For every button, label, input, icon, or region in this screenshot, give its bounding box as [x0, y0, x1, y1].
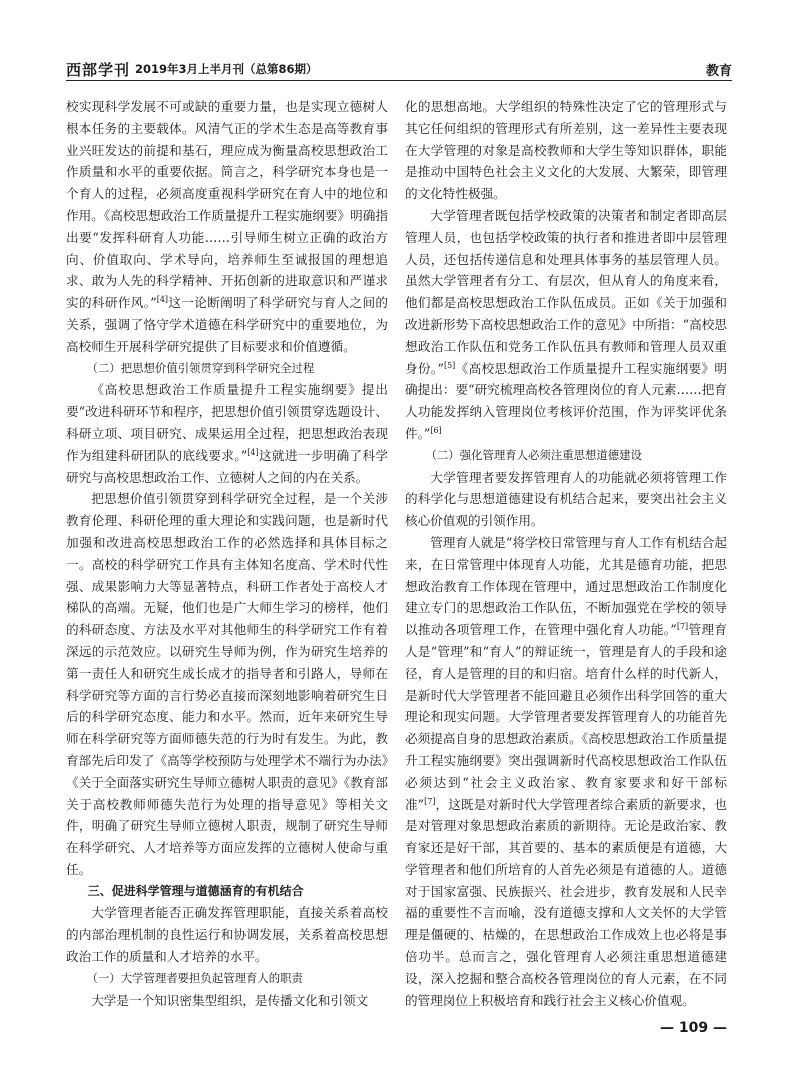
section-label: 教育: [705, 64, 732, 79]
citation-ref: [5]: [443, 360, 456, 370]
citation-ref: [4]: [247, 447, 259, 457]
section-heading: 三、促进科学管理与道德涵育的有机结合: [87, 883, 304, 898]
page-number: — 109 —: [660, 1020, 727, 1036]
citation-ref: [7]: [676, 621, 689, 631]
running-header: [66, 58, 732, 81]
paragraph: 《高校思想政治工作质量提升工程实施纲要》提出要“改进科研环节和程序，把思想价值引领贯穿选题设计、科研立项、项目研究、成果运用全过程，把思想政治表现作为组建科研团队的底线要求。”[4]这就进一步明确了科学研究与高校思想政治工作、立德树人之间的内在关系。: [66, 382, 389, 485]
citation-ref: [7]: [424, 796, 436, 806]
paragraph: 化的思想高地。大学组织的特殊性决定了它的管理形式与其它任何组织的管理形式有所差别，这一差异性主要表现在大学管理的对象是高校教师和大学生等知识群体，职能是推动中国特色社会主义文化的大发展、大繁荣，即管理的文化特性极强。: [405, 99, 727, 202]
subsection-heading: （二）强化管理育人必须注重思想道德建设: [425, 447, 642, 462]
left-column: [66, 96, 388, 1011]
paragraph: 把思想价值引领贯穿到科学研究全过程，是一个关涉教育伦理、科研伦理的重大理论和实践问题，也是新时代加强和改进高校思想政治工作的必然选择和具体目标之一。高校的科学研究工作具有主体知名度高、学术时代性强、成果影响力大等显著特点，科研工作者处于高校人才梯队的高端。无疑，他们也是广大师生学习的榜样，他们的科研态度、方法及水平对其他师生的科学研究工作有着深远的示范效应。以研究生导师为例，作为研究生培养的第一责任人和研究生成长成才的指导者和引路人，导师在科学研究等方面的言行势必直接而深刻地影响着研究生日后的科学研究态度、能力和水平。然而，近年来研究生导师在科学研究等方面师德失范的行为时有发生。为此，教育部先后印发了《高等学校预防与处理学术不端行为办法》《关于全面落实研究生导师立德树人职责的意见》《教育部关于高校教师师德失范行为处理的指导意见》等相关文件，明确了研究生导师立德树人职责，规制了研究生导师在科学研究、人才培养等方面应发挥的立德树人使命与重任。: [66, 491, 388, 877]
journal-title: 西部学刊: [66, 61, 131, 79]
subsection-heading: （一）大学管理者要担负起管理育人的职责: [86, 970, 303, 985]
subsection-heading: （二）把思想价值引领贯穿到科学研究全过程: [86, 360, 315, 375]
issue-info: 2019年3月上半月刊（总第86期）: [135, 62, 318, 76]
citation-ref: [6]: [430, 425, 442, 435]
right-column: [405, 96, 727, 1011]
paragraph: 大学是一个知识密集型组织，是传播文化和引领文: [91, 992, 369, 1008]
paragraph: 大学管理者能否正确发挥管理职能，直接关系着高校的内部治理机制的良性运行和协调发展，关系着高校思想政治工作的质量和人才培养的水平。: [66, 905, 388, 965]
paragraph: 大学管理者要发挥管理育人的功能就必须将管理工作的科学化与思想道德建设有机结合起来，要突出社会主义核心价值观的引领作用。: [405, 469, 727, 529]
paragraph: 管理育人就是“将学校日常管理与育人工作有机结合起来，在日常管理中体现育人功能，尤其是德育功能，把思想政治教育工作体现在管理中，通过思想政治工作制度化建立专门的思想政治工作队伍，不断加强党在学校的领导以推动各项管理工作，在管理中强化育人功能。”[7]管理育人是“管理”和“育人”的辩证统一，管理是育人的手段和途径，育人是管理的目的和归宿。培育什么样的时代新人，是新时代大学管理者不能回避且必须作出科学回答的重大理论和现实问题。大学管理者要发挥管理育人的功能首先必须提高自身的思想政治素质。《高校思想政治工作质量提升工程实施纲要》突出强调新时代高校思想政治工作队伍必须达到“社会主义政治家、教育家要求和好干部标准”[7]，这既是对新时代大学管理者综合素质的新要求，也是对管理对象思想政治素质的新期待。无论是政治家、教育家还是好干部，其首要的、基本的素质便是有道德，大学管理者和他们所培育的人首先必须是有道德的人。道德对于国家富强、民族振兴、社会进步，教育发展和人民幸福的重要性不言而喻，没有道德支撑和人文关怀的大学管理是僵硬的、枯燥的，在思想政治工作成效上也必将是事倍功半。总而言之，强化管理育人必须注重思想道德建设，深入挖掘和整合高校各管理岗位的育人元素，在不同的管理岗位上积极培育和践行社会主义核心价值观。: [405, 534, 728, 1008]
paragraph: 校实现科学发展不可或缺的重要力量，也是实现立德树人根本任务的主要载体。风清气正的学术生态是高等教育事业兴旺发达的前提和基石，理应成为衡量高校思想政治工作质量和水平的重要依据。简言之，科学研究本身也是一个育人的过程，必须高度重视科学研究在育人中的地位和作用。《高校思想政治工作质量提升工程实施纲要》明确指出要“发挥科研育人功能……引导师生树立正确的政治方向、价值取向、学术导向，培养师生至诚报国的理想追求、敢为人先的科学精神、开拓创新的进取意识和严谨求实的科研作风。”[4]这一论断阐明了科学研究与育人之间的关系，强调了恪守学术道德在科学研究中的重要地位，为高校师生开展科学研究提供了目标要求和价值遵循。: [66, 99, 389, 354]
paragraph: 大学管理者既包括学校政策的决策者和制定者即高层管理人员，也包括学校政策的执行者和推进者即中层管理人员，还包括传递信息和处理具体事务的基层管理人员。虽然大学管理者有分工、有层次，但从育人的角度来看，他们都是高校思想政治工作队伍成员。正如《关于加强和改进新形势下高校思想政治工作的意见》中所指：“高校思想政治工作队伍和党务工作队伍具有教师和管理人员双重身份。”[5]《高校思想政治工作质量提升工程实施纲要》明确提出：要“研究梳理高校各管理岗位的育人元素……把育人功能发挥纳入管理岗位考核评价范围，作为评奖评优条件。”[6]: [405, 207, 727, 441]
citation-ref: [4]: [156, 294, 169, 304]
